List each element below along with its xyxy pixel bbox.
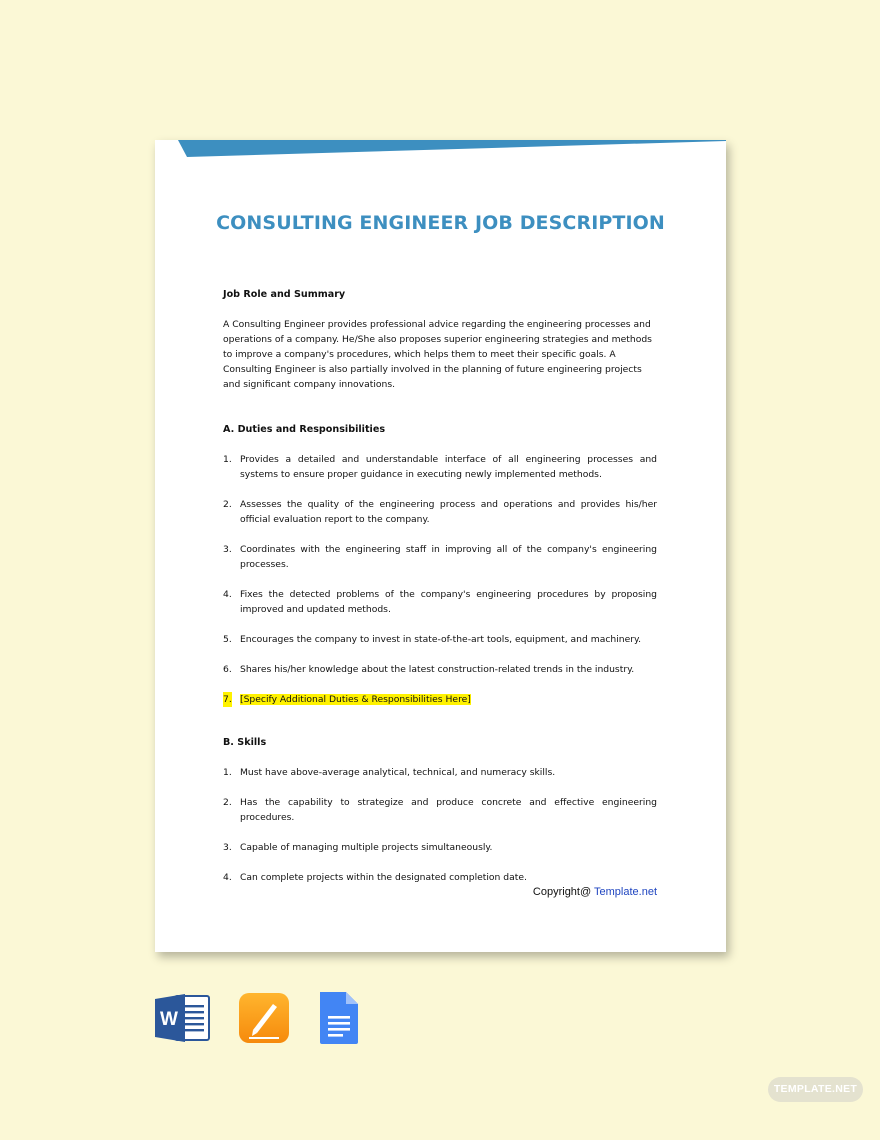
duty-item-placeholder: 7. [Specify Additional Duties & Responsibilities Here] xyxy=(223,694,471,705)
duties-list xyxy=(223,452,657,707)
duty-item: 4. Fixes the detected problems of the company's engineering procedures by proposing improved and updated methods. xyxy=(223,589,657,615)
placeholder-highlight: [Specify Additional Duties & Responsibilities Here] xyxy=(240,694,471,705)
skill-item: 2. Has the capability to strategize and produce concrete and effective engineering procedures. xyxy=(223,797,657,823)
duty-item: 5. Encourages the company to invest in state-of-the-art tools, equipment, and machinery. xyxy=(223,634,642,645)
skills-list xyxy=(223,765,657,885)
skill-item: 1. Must have above-average analytical, technical, and numeracy skills. xyxy=(223,767,556,778)
skills-heading: B. Skills xyxy=(223,737,267,748)
google-docs-icon[interactable] xyxy=(318,992,360,1044)
duty-item: 3. Coordinates with the engineering staff in improving all of the company's engineering processes. xyxy=(223,544,657,570)
duties-heading: A. Duties and Responsibilities xyxy=(223,424,386,435)
template-net-watermark: TEMPLATE.NET xyxy=(768,1077,863,1102)
svg-text:W: W xyxy=(160,1009,178,1030)
copyright-line: Copyright@ Template.net xyxy=(532,886,657,898)
duty-item: 1. Provides a detailed and understandable interface of all engineering processes and systems to ensure proper guidance in executing newly implemented methods. xyxy=(223,454,657,480)
header-accent-band xyxy=(155,140,726,160)
skill-item: 3. Capable of managing multiple projects simultaneously. xyxy=(223,842,493,853)
summary-heading: Job Role and Summary xyxy=(223,289,346,300)
document-body xyxy=(223,287,657,900)
document-title: CONSULTING ENGINEER JOB DESCRIPTION xyxy=(216,212,665,234)
pages-icon[interactable] xyxy=(238,992,290,1044)
summary-paragraph: A Consulting Engineer provides professional advice regarding the engineering processes and operations of a company. He/She also proposes superior engineering strategies and methods to improve a company's procedures, which helps them to meet their specific goals. A Consulting Engineer is also partially involved in the planning of future engineering projects and significant company innovations. xyxy=(223,319,652,390)
document-page xyxy=(155,140,726,952)
skill-item: 4. Can complete projects within the designated completion date. xyxy=(223,872,527,883)
duty-item: 6. Shares his/her knowledge about the latest construction-related trends in the industry. xyxy=(223,664,635,675)
template-net-link[interactable]: Template.net xyxy=(594,886,657,898)
word-icon[interactable] xyxy=(155,992,211,1044)
duty-item: 2. Assesses the quality of the engineering process and operations and provides his/her official evaluation report to the company. xyxy=(223,499,657,525)
